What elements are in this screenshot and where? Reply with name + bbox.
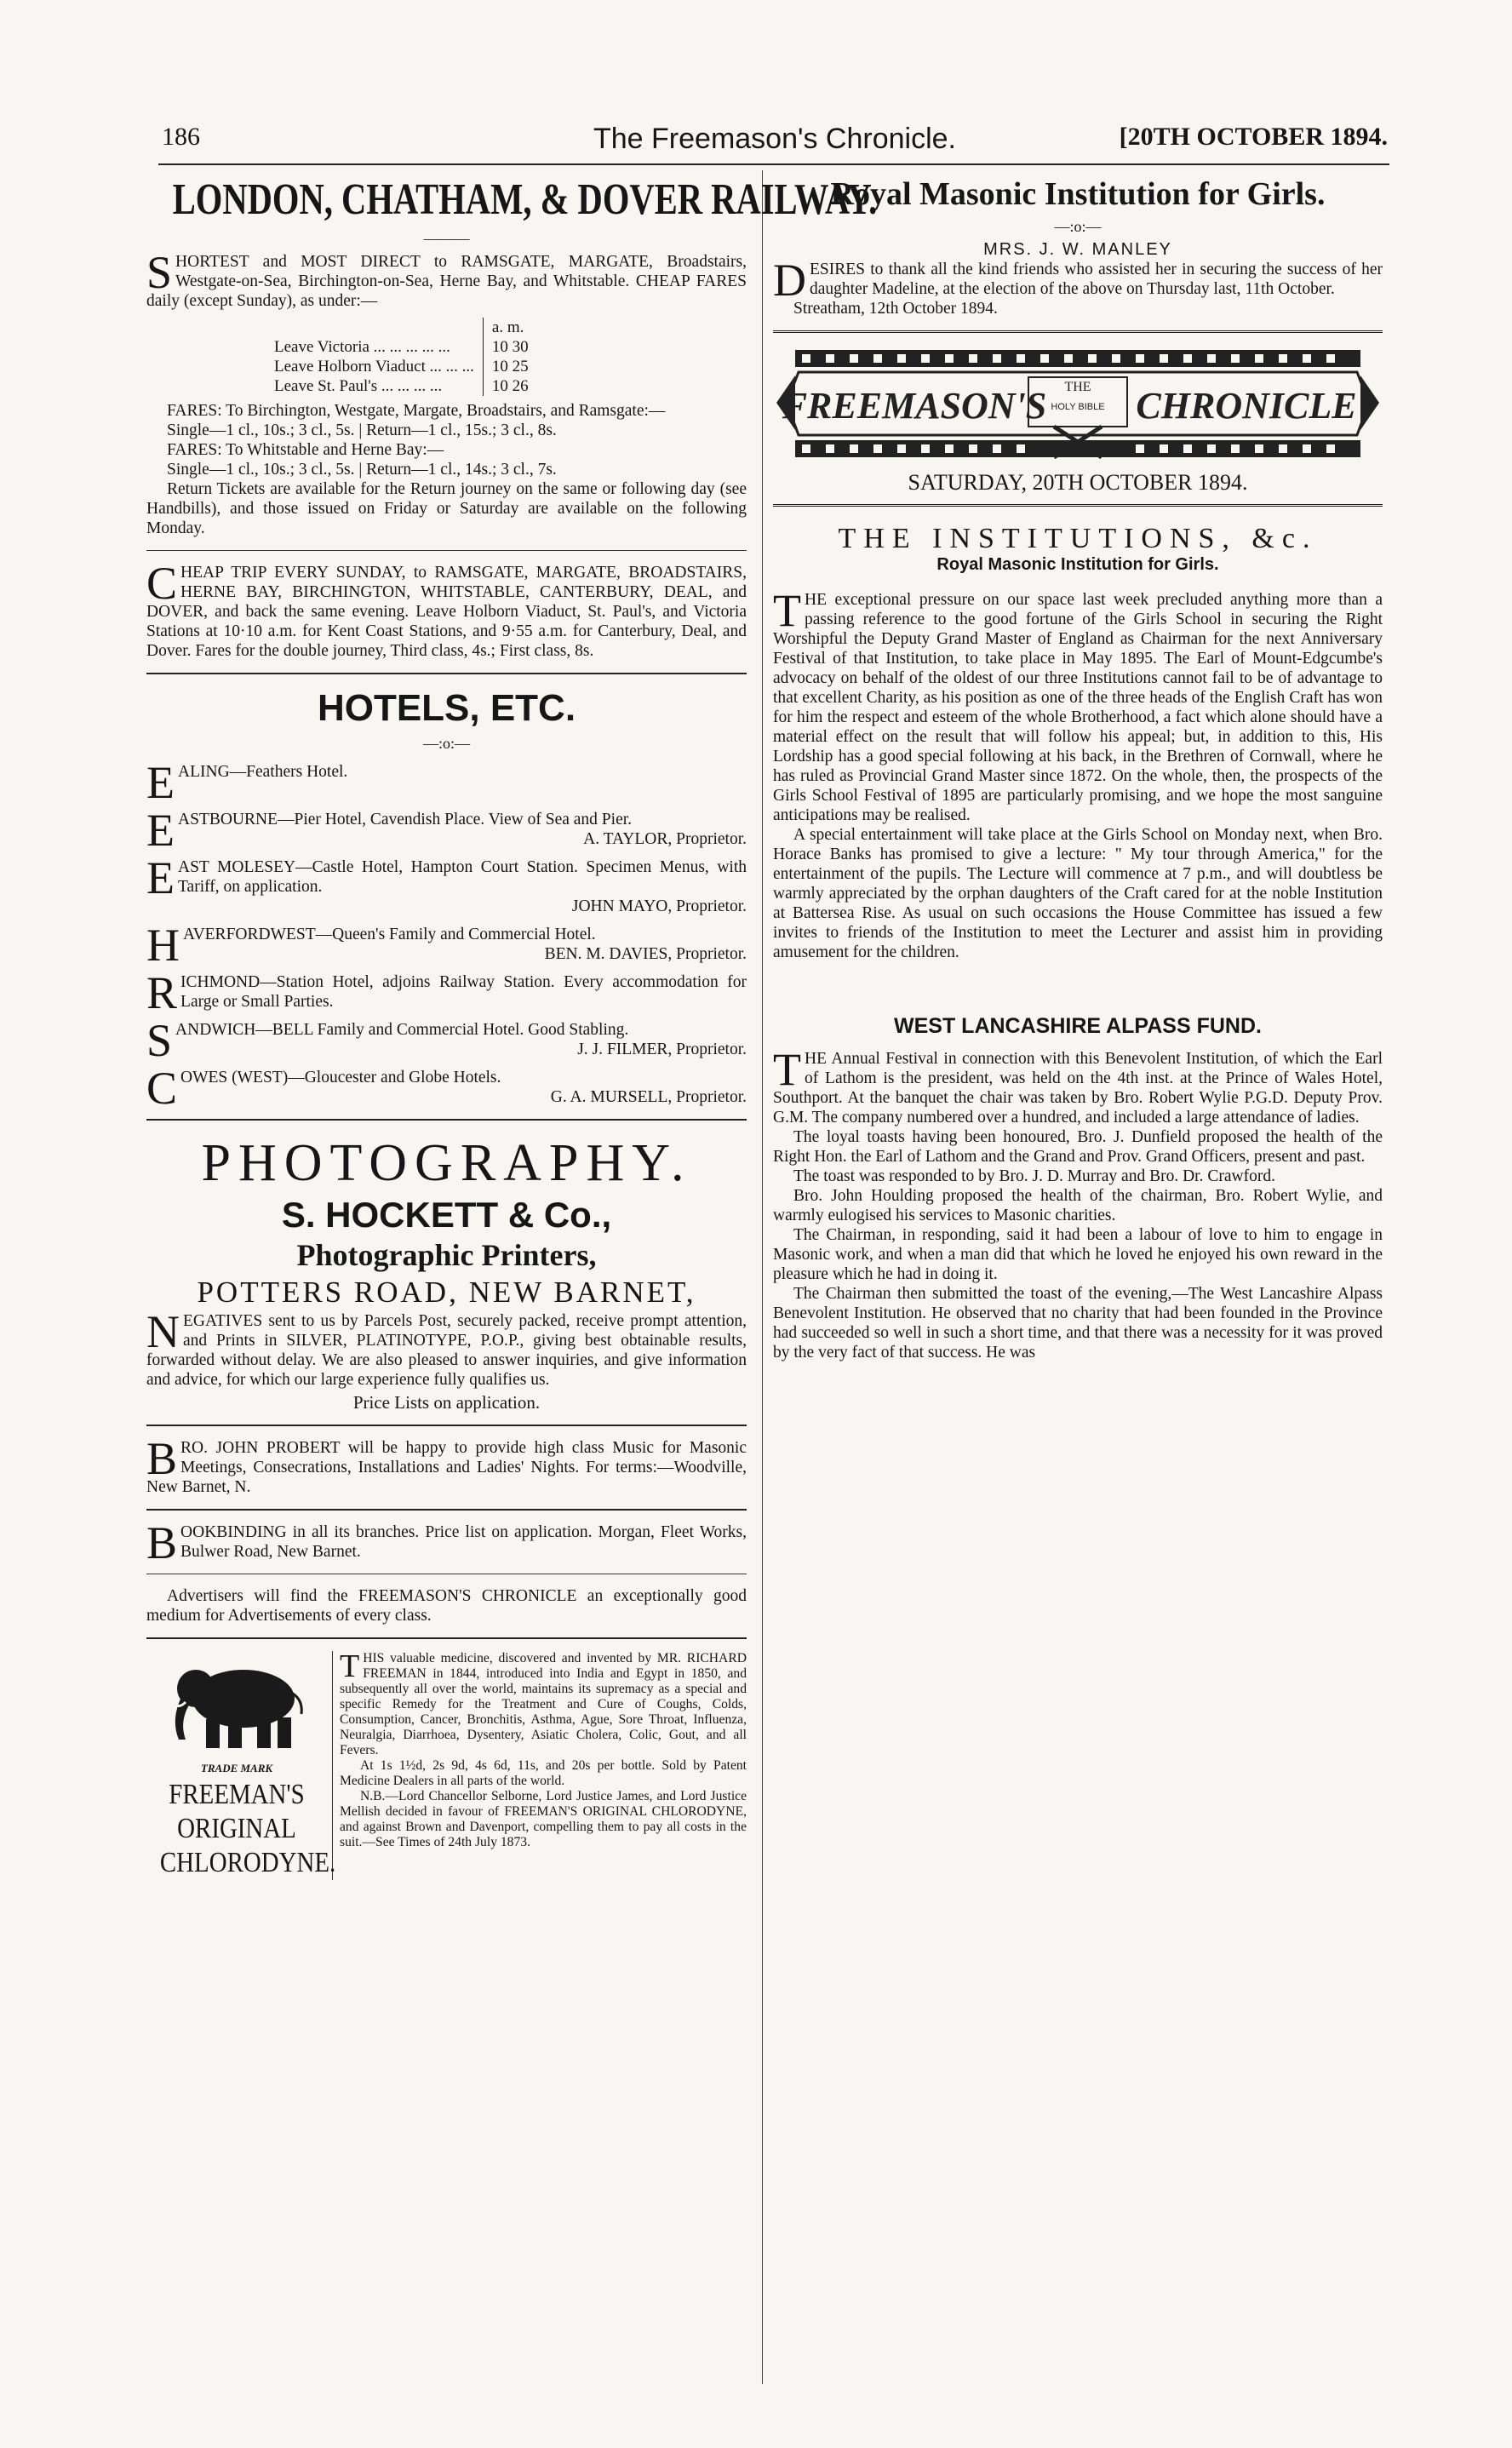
page-number: 186 [162,123,200,151]
train-time-row: Leave Victoria ... ... ... ... ... 10 30 [266,337,537,357]
chlorodyne-figure: TRADE MARK FREEMAN'S ORIGINAL CHLORODYNE. [146,1651,327,1880]
railway-intro: SHORTEST and MOST DIRECT to RAMSGATE, MARGATE, Broadstairs, Westgate-on-Sea, Birchington-on-Sea, Herne Bay, and Whitstable. CHEAP FARES daily (except Sunday), as under:— [146,247,747,310]
alpass-p1: THE Annual Festival in connection with this Benevolent Institution, of which the Earl of Lathom is the president, was held on the 4th inst. at the Prince of Wales Hotel, Southport. At the banquet the chair was taken by Bro. Robert Wylie P.G.D. Deputy Prov. G.M. The company numbered over a hundred, and included a large attendance of ladies. [773,1044,1383,1127]
train-times-table: a. m. Leave Victoria ... ... ... ... ... 10 30 Leave Holborn Viaduct ... ... ... 10 25 Leave St. Paul's ... ... ... ... 10 26 [266,318,537,396]
hotel-listing: EALING—Feathers Hotel. [146,757,348,808]
girls-notice-title: Royal Masonic Institution for Girls. [830,176,1326,212]
photo-address: POTTERS ROAD, NEW BARNET, [197,1276,696,1309]
hotel-listing: COWES (WEST)—Gloucester and Globe Hotels. G. A. MURSELL, Proprietor. [146,1063,747,1114]
alpass-p4: Bro. John Houlding proposed the health of the chairman, Bro. Robert Wylie, and warmly eulogised his services to Masonic charities. [773,1187,1383,1224]
institutions-title: THE INSTITUTIONS, &c. [838,523,1318,554]
hotel-listing: RICHMOND—Station Hotel, adjoins Railway Station. Every accommodation for Large or Small Parties. [146,967,747,1018]
issue-date: SATURDAY, 20TH OCTOBER 1894. [908,470,1248,495]
fares-1-line: Single—1 cl., 10s.; 3 cl., 5s. | Return—1 cl., 15s.; 3 cl., 8s. [167,421,557,439]
fares-2-line: Single—1 cl., 10s.; 3 cl., 5s. | Return—1 cl., 14s.; 3 cl., 7s. [167,461,557,479]
cheap-trip: CHEAP TRIP EVERY SUNDAY, to RAMSGATE, MARGATE, BROADSTAIRS, HERNE BAY, BIRCHINGTON, WHITSTABLE, CANTERBURY, DEAL, and DOVER, and back the same evening. Leave Holborn Viaduct, St. Paul's, and Victoria Stations at 10·10 a.m. for Kent Coast Stations, and 9·55 a.m. for Canterbury, Deal, and Dover. Fares for the double journey, Third class, 4s.; First class, 8s. [146,558,747,660]
fares-2: FARES: To Whitstable and Herne Bay:— [167,441,444,459]
notice-name: MRS. J. W. MANLEY [983,240,1172,259]
right-column: Royal Masonic Institution for Girls. —:o:— MRS. J. W. MANLEY DESIRES to thank all the kind friends who assisted her in securing the success of her daughter Madeline, at the election of the above on Thursday last, 11th October. Streatham, 12th October 1894. THE HOLY BIBLE FREEMASON'S CHRONICLE SATURDAY, 20TH OCTOBER 1894. THE INSTITUTIONS, &c. Royal Masonic Institution for Girls. THE exceptional pressure on our space last week precluded anything more than a passing reference to the good fortune of the Girls School in securing the Right Worshipful the Deputy Grand Master of England as Chairman for the next Anniversary Festival of that Institution, to take place in May 1895. The Earl of Mount-Edgcumbe's advocacy on behalf of the oldest of our three Institutions cannot fail to be of advantage to that excellent Charity, as his position as one of the three heads of the English Craft has won for him the respect and esteem of the whole Brotherhood, a fact which alone should have a material effect on the result that will follow his appeal; but, in addition to this, His Lordship has a good special following at his back, in the Brethren of Cornwall, where he has ruled as Provincial Grand Master since 1872. On the whole, then, the prospects of the Girls School Festival of 1895 are particularly promising, and we hope the most sanguine anticipations may be realised. A special entertainment will take place at the Girls School on Monday next, when Bro. Horace Banks has promised to give a lecture: " My tour through America," for the entertainment of the pupils. The Lecture will commence at 7 p.m., and will doubtless be warmly appreciated by the orphan daughters of the Craft cared for at the noble Institution at Battersea Rise. As usual on such occasions the House Committee has issued a few invites to friends of the Institution to meet the Lecturer and assist him in providing amusement for the children. WEST LANCASHIRE ALPASS FUND. THE Annual Festival in connection with this Benevolent Institution, of which the Earl of Lathom is the president, was held on the 4th inst. at the Prince of Wales Hotel, Southport. At the banquet the chair was taken by Bro. Robert Wylie P.G.D. Deputy Prov. G.M. The company numbered over a hundred, and included a large attendance of ladies. The loyal toasts having been honoured, Bro. J. Dunfield proposed the health of the Right Hon. the Earl of Lathom and the Grand and Prov. Grand Officers, present and past. The toast was responded to by Bro. J. D. Murray and Bro. Dr. Crawford. Bro. John Houlding proposed the health of the chairman, Bro. Robert Wylie, and warmly eulogised his services to Masonic charities. The Chairman, in responding, said it had been a labour of love to him to engage in Masonic work, and when a man did that which he loved he enjoyed his own reward in the pleasure which he had in doing it. The Chairman then submitted the toast of the evening,—The West Lancashire Alpass Benevolent Institution. He observed that no charity that had been founded in the Province had succeeded so well in such a short time, and that there was a necessity for it was proved by the very fact of that success. He was [773,176,1383,1362]
girls-notice-text: DESIRES to thank all the kind friends who assisted her in securing the success of her daughter Madeline, at the election of the above on Thursday last, 11th October. [773,255,1383,306]
photo-body: NEGATIVES sent to us by Parcels Post, securely packed, receive prompt attention, and Prints in SILVER, PLATINOTYPE, P.O.P., giving best obtainable results, forwarded without delay. We are also pleased to answer inquiries, and give information and advice, for which our large experience fully qualifies us. [146,1306,747,1389]
alpass-title: WEST LANCASHIRE ALPASS FUND. [894,1014,1262,1038]
photo-sub: Photographic Printers, [296,1238,597,1272]
issue-date-header: [20TH OCTOBER 1894. [1119,123,1388,151]
header-rule [158,163,1389,165]
chronicle-banner-icon [773,345,1383,464]
photo-firm: S. HOCKETT & Co., [281,1195,612,1235]
alpass-p2: The loyal toasts having been honoured, Bro. J. Dunfield proposed the health of the Right Hon. the Earl of Lathom and the Grand and Prov. Grand Officers, present and past. [773,1128,1383,1166]
chlorodyne-text: THIS valuable medicine, discovered and invented by MR. RICHARD FREEMAN in 1844, introduced into India and Egypt in 1850, and subsequently all over the world, maintains its supremacy as a special and specific Remedy for the Treatment and Cure of Coughs, Colds, Consumption, Cancer, Bronchitis, Asthma, Ague, Sore Throat, Influenza, Neuralgia, Diarrhoea, Dysentery, Asiatic Cholera, Colic, Gout, and all Fevers. At 1s 1½d, 2s 9d, 4s 6d, 11s, and 20s per bottle. Sold by Patent Medicine Dealers in all parts of the world. N.B.—Lord Chancellor Selborne, Lord Justice James, and Lord Justice Mellish decided in favour of FREEMAN'S ORIGINAL CHLORODYNE, and against Brown and Davenport, compelling them to pay all costs in the suit.—See Times of 24th July 1873. [332,1651,747,1880]
hotel-listing: HAVERFORDWEST—Queen's Family and Commercial Hotel. BEN. M. DAVIES, Proprietor. [146,920,747,971]
train-time-row: Leave Holborn Viaduct ... ... ... 10 25 [266,357,537,376]
institutions-p2: A special entertainment will take place at the Girls School on Monday next, when Bro. Horace Banks has promised to give a lecture: " My tour through America," for the entertainment of the pupils. The Lecture will commence at 7 p.m., and will doubtless be warmly appreciated by the orphan daughters of the Craft cared for at the noble Institution at Battersea Rise. As usual on such occasions the House Committee has issued a few invites to friends of the Institution to meet the Lecturer and assist him in providing amusement for the children. [773,826,1383,961]
page-header [162,123,1388,158]
column-divider [762,170,763,2384]
railway-title: LONDON, CHATHAM, & DOVER RAILWAY. [172,175,878,224]
price-lists: Price Lists on application. [352,1392,541,1413]
girls-notice-place-date: Streatham, 12th October 1894. [793,300,998,318]
hotels-title: HOTELS, ETC. [317,687,576,729]
elephant-icon [152,1651,322,1753]
hotel-listing: EASTBOURNE—Pier Hotel, Cavendish Place. View of Sea and Pier. A. TAYLOR, Proprietor. [146,805,747,856]
newspaper-title: The Freemason's Chronicle. [593,123,956,155]
probert-ad: BRO. JOHN PROBERT will be happy to provide high class Music for Masonic Meetings, Consecrations, Installations and Ladies' Nights. For terms:—Woodville, New Barnet, N. [146,1433,747,1496]
svg-text:FREEMASON'S: FREEMASON'S [782,385,1047,427]
institutions-p1: THE exceptional pressure on our space last week precluded anything more than a passing reference to the good fortune of the Girls School in securing the Right Worshipful the Deputy Grand Master of England as Chairman for the next Anniversary Festival of that Institution, to take place in May 1895. The Earl of Mount-Edgcumbe's advocacy on behalf of the oldest of our three Institutions cannot fail to be of advantage to that excellent Charity, as his position as one of the three heads of the English Craft has won for him the respect and esteem of the whole Brotherhood, a fact which alone should have a material effect on the result that will follow his appeal; but, in addition to this, His Lordship has a good special following at his back, in the Brethren of Cornwall, where he has ruled as Provincial Grand Master since 1872. On the whole, then, the prospects of the Girls School Festival of 1895 are particularly promising, and we hope the most sanguine anticipations may be realised. [773,585,1383,824]
hotel-listing: EAST MOLESEY—Castle Hotel, Hampton Court Station. Specimen Menus, with Tariff, on application. JOHN MAYO, Proprietor. [146,852,747,915]
alpass-p5: The Chairman, in responding, said it had been a labour of love to him to engage in Masonic work, and when a man did that which he loved he enjoyed his own reward in the pleasure which he had in doing it. [773,1226,1383,1283]
left-column: LONDON, CHATHAM, & DOVER RAILWAY. ——— SHORTEST and MOST DIRECT to RAMSGATE, MARGATE, Broadstairs, Westgate-on-Sea, Birchington-on-Sea, Herne Bay, and Whitstable. CHEAP FARES daily (except Sunday), as under:— a. m. Leave Victoria ... ... ... ... ... 10 30 Leave Holborn Viaduct ... ... ... 10 25 Leave St. Paul's ... ... ... ... 10 26 FARES: To Birchington, Westgate, Margate, Broadstairs, and Ramsgate:— Single—1 cl., 10s.; 3 cl., 5s. | Return—1 cl., 15s.; 3 cl., 8s. FARES: To Whitstable and Herne Bay:— Single—1 cl., 10s.; 3 cl., 5s. | Return—1 cl., 14s.; 3 cl., 7s. Return Tickets are available for the Return journey on the same or following day (see Handbills), and those issued on Friday or Saturday are available on the following Monday. CHEAP TRIP EVERY SUNDAY, to RAMSGATE, MARGATE, BROADSTAIRS, HERNE BAY, BIRCHINGTON, WHITSTABLE, CANTERBURY, DEAL, and DOVER, and back the same evening. Leave Holborn Viaduct, St. Paul's, and Victoria Stations at 10·10 a.m. for Kent Coast Stations, and 9·55 a.m. for Canterbury, Deal, and Dover. Fares for the double journey, Third class, 4s.; First class, 8s. HOTELS, ETC. —:o:— EALING—Feathers Hotel. EASTBOURNE—Pier Hotel, Cavendish Place. View of Sea and Pier. A. TAYLOR, Proprietor. EAST MOLESEY—Castle Hotel, Hampton Court Station. Specimen Menus, with Tariff, on application. JOHN MAYO, Proprietor. HAVERFORDWEST—Queen's Family and Commercial Hotel. BEN. M. DAVIES, Proprietor. RICHMOND—Station Hotel, adjoins Railway Station. Every accommodation for Large or Small Parties. SANDWICH—BELL Family and Commercial Hotel. Good Stabling. J. J. FILMER, Proprietor. COWES (WEST)—Gloucester and Globe Hotels. G. A. MURSELL, Proprietor. PHOTOGRAPHY. S. HOCKETT & Co., Photographic Printers, POTTERS ROAD, NEW BARNET, NEGATIVES sent to us by Parcels Post, securely packed, receive prompt attention, and Prints in SILVER, PLATINOTYPE, P.O.P., giving best obtainable results, forwarded without delay. We are also pleased to answer inquiries, and give information and advice, for which our large experience fully qualifies us. Price Lists on application. BRO. JOHN PROBERT will be happy to provide high class Music for Masonic Meetings, Consecrations, Installations and Ladies' Nights. For terms:—Woodville, New Barnet, N. BOOKBINDING in all its branches. Price list on application. Morgan, Fleet Works, Bulwer Road, New Barnet. Advertisers will find the FREEMASON'S CHRONICLE an exceptionally good medium for Advertisements of every class. TRADE MARK FREEMAN'S ORIGINAL CHLORODYNE. THIS valuable medicine, discovered and invented by MR. RICHARD FREEMAN in 1844, introduced into India and Egypt in 1850, and subsequently all over the world, maintains its supremacy as a special and specific Remedy for the Treatment and Cure of Coughs, Colds, Consumption, Cancer, Bronchitis, Asthma, Ague, Sore Throat, Influenza, Neuralgia, Diarrhoea, Dysentery, Asiatic Cholera, Colic, Gout, and all Fevers. At 1s 1½d, 2s 9d, 4s 6d, 11s, and 20s per bottle. Sold by Patent Medicine Dealers in all parts of the world. N.B.—Lord Chancellor Selborne, Lord Justice James, and Lord Justice Mellish decided in favour of FREEMAN'S ORIGINAL CHLORODYNE, and against Brown and Davenport, compelling them to pay all costs in the suit.—See Times of 24th July 1873. [146,175,878,1878]
chronicle-logo [773,345,1383,464]
svg-text:THE: THE [1064,380,1091,394]
train-time-row: Leave St. Paul's ... ... ... ... 10 26 [266,376,537,396]
institutions-sub: Royal Masonic Institution for Girls. [936,555,1219,574]
bookbinding-ad: BOOKBINDING in all its branches. Price list on application. Morgan, Fleet Works, Bulwer Road, New Barnet. [146,1517,747,1568]
svg-text:CHRONICLE: CHRONICLE [1136,385,1357,427]
fares-1: FARES: To Birchington, Westgate, Margate, Broadstairs, and Ramsgate:— [167,402,666,420]
advertisers-note: Advertisers will find the FREEMASON'S CHRONICLE an exceptionally good medium for Advertisements of every class. [146,1587,747,1625]
alpass-p3: The toast was responded to by Bro. J. D. Murray and Bro. Dr. Crawford. [793,1167,1275,1185]
chlorodyne-ad [146,1648,747,1880]
svg-text:HOLY BIBLE: HOLY BIBLE [1051,402,1105,412]
hotel-listing: SANDWICH—BELL Family and Commercial Hotel. Good Stabling. J. J. FILMER, Proprietor. [146,1015,747,1066]
photography-title: PHOTOGRAPHY. [201,1134,692,1192]
alpass-p6: The Chairman then submitted the toast of the evening,—The West Lancashire Alpass Benevolent Institution. He observed that no charity that had been founded in the Province had succeeded so well in such a short time, and that there was a necessity for it was proved by the very fact of that success. He was [773,1285,1383,1362]
return-note: Return Tickets are available for the Return journey on the same or following day (see Handbills), and those issued on Friday or Saturday are available on the following Monday. [146,480,747,537]
